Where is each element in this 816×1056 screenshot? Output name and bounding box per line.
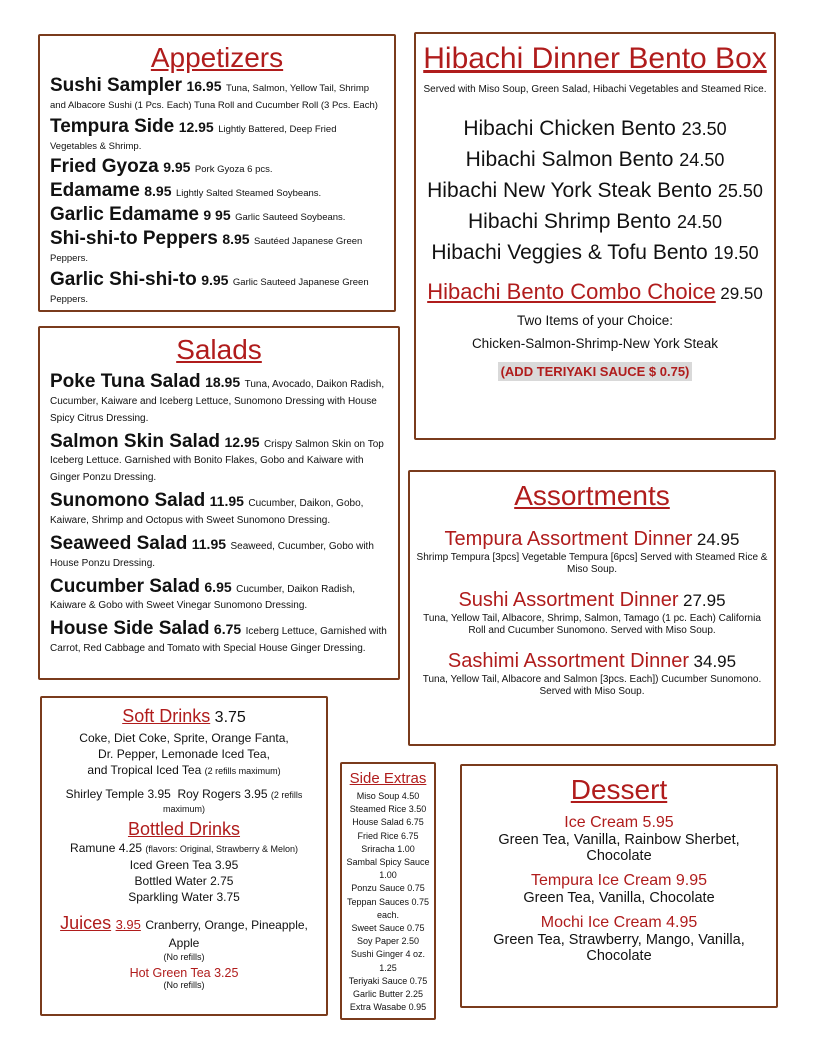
side-extra-item: Sushi Ginger 4 oz. 1.25 bbox=[350, 949, 426, 973]
salads-list bbox=[50, 372, 388, 656]
appetizers-item-price: 12.95 bbox=[178, 118, 214, 135]
juices-note: (No refills) bbox=[163, 952, 205, 962]
hot-green-note: (No refills) bbox=[163, 980, 205, 990]
salads-item bbox=[50, 619, 388, 656]
salads-item-desc: Cucumber, Daikon, Gobo, Kaiware, Shrimp and Octopus with Sweet Sunomono Dressing. bbox=[50, 498, 364, 526]
appetizers-item-name: Edamame bbox=[50, 180, 140, 202]
shirley-temple: Shirley Temple 3.95 bbox=[65, 787, 171, 801]
bento-item bbox=[422, 117, 768, 141]
appetizers-item-name: Garlic Shi-shi-to bbox=[50, 269, 197, 291]
bento-item bbox=[422, 241, 768, 265]
salads-item-price: 11.95 bbox=[191, 535, 227, 552]
side-extras-box bbox=[340, 762, 436, 1020]
salads-item-name: House Side Salad bbox=[50, 618, 210, 640]
dessert-item bbox=[466, 814, 772, 864]
juices-title: Juices bbox=[60, 913, 112, 933]
soft-drinks-line3: and Tropical Iced Tea bbox=[87, 763, 202, 777]
salads-item bbox=[50, 432, 388, 486]
bento-item-price: 24.50 bbox=[676, 212, 722, 232]
side-extra-item: Soy Paper 2.50 bbox=[356, 936, 420, 947]
bento-combo-price: 29.50 bbox=[720, 284, 763, 303]
salads-item-name: Sunomono Salad bbox=[50, 490, 206, 512]
dessert-flavors: Green Tea, Vanilla, Chocolate bbox=[523, 890, 715, 906]
soft-drinks-price: 3.75 bbox=[214, 709, 246, 726]
salads-item-desc: Iceberg Lettuce, Garnished with Carrot, Red Cabbage and Tomato with Special House Ginger Dressing. bbox=[50, 626, 387, 655]
appetizers-item bbox=[50, 157, 384, 177]
appetizers-item-price: 9.95 bbox=[163, 159, 191, 176]
bento-combo bbox=[422, 279, 768, 305]
side-extra-item: Sambal Spicy Sauce 1.00 bbox=[346, 857, 430, 881]
assortment-item bbox=[416, 650, 768, 697]
dessert-name: Ice Cream 5.95 bbox=[564, 814, 674, 831]
side-extras-title: Side Extras bbox=[349, 770, 427, 787]
appetizers-box bbox=[38, 34, 396, 312]
salads-item bbox=[50, 534, 388, 571]
bento-item-name: Hibachi Salmon Bento bbox=[465, 148, 674, 171]
bento-item bbox=[422, 210, 768, 234]
bento-combo-line2: Chicken-Salmon-Shrimp-New York Steak bbox=[471, 336, 719, 351]
assortment-name: Sashimi Assortment Dinner bbox=[447, 650, 690, 672]
salads-item-desc: Crispy Salmon Skin on Top Iceberg Lettuce. Garnished with Bonito Flakes, Gobo and Kaiware with Ginger Ponzu Dressing. bbox=[50, 438, 384, 484]
bento-item bbox=[422, 179, 768, 203]
side-extra-item: Garlic Butter 2.25 bbox=[352, 989, 424, 1000]
bento-combo-line1: Two Items of your Choice: bbox=[516, 313, 674, 328]
appetizers-item bbox=[50, 76, 384, 113]
dessert-list bbox=[466, 814, 772, 964]
assortments-title: Assortments bbox=[514, 480, 670, 511]
assortment-price: 27.95 bbox=[683, 591, 726, 610]
bento-item-price: 19.50 bbox=[713, 243, 759, 263]
salads-item bbox=[50, 491, 388, 528]
appetizers-item-name: Fried Gyoza bbox=[50, 156, 159, 178]
bento-item-price: 24.50 bbox=[679, 150, 725, 170]
iced-green-tea: Iced Green Tea 3.95 bbox=[129, 858, 239, 872]
bento-title: Hibachi Dinner Bento Box bbox=[423, 42, 767, 75]
soft-drinks-title: Soft Drinks bbox=[122, 706, 211, 726]
salads-item-desc: Seaweed, Cucumber, Gobo with House Ponzu Dressing. bbox=[50, 540, 374, 569]
bento-item-price: 25.50 bbox=[717, 181, 763, 201]
salads-item-name: Poke Tuna Salad bbox=[50, 371, 201, 392]
side-extra-item: Ponzu Sauce 0.75 bbox=[351, 883, 425, 894]
side-extra-item: Teppan Sauces 0.75 each. bbox=[346, 896, 430, 920]
dessert-item bbox=[466, 914, 772, 964]
drinks-box bbox=[40, 696, 328, 1016]
bento-item-name: Hibachi New York Steak Bento bbox=[427, 179, 712, 202]
bento-box bbox=[414, 32, 776, 440]
dessert-item bbox=[466, 872, 772, 906]
juices-price: 3.95 bbox=[115, 917, 141, 932]
dessert-name: Mochi Ice Cream 4.95 bbox=[540, 914, 698, 931]
assortments-box bbox=[408, 470, 776, 746]
appetizers-item-desc: Garlic Sauteed Japanese Green Peppers. bbox=[50, 277, 369, 305]
appetizers-item-name: Shi-shi-to Peppers bbox=[50, 228, 218, 250]
salads-item-name: Seaweed Salad bbox=[50, 532, 188, 554]
salads-item-price: 6.95 bbox=[204, 578, 232, 595]
salads-item-name: Salmon Skin Salad bbox=[50, 430, 220, 452]
ramune-note: (flavors: Original, Strawberry & Melon) bbox=[145, 844, 298, 854]
appetizers-item-price: 8.95 bbox=[222, 231, 250, 248]
salads-item bbox=[50, 577, 388, 614]
salads-item-price: 6.75 bbox=[213, 621, 242, 638]
assortment-desc: Shrimp Tempura [3pcs] Vegetable Tempura [6pcs] Served with Steamed Rice & Miso Soup. bbox=[416, 552, 768, 575]
appetizers-item bbox=[50, 181, 384, 201]
appetizers-item-desc: Pork Gyoza 6 pcs. bbox=[194, 164, 273, 176]
bento-item-price: 23.50 bbox=[681, 119, 727, 139]
bento-item-name: Hibachi Shrimp Bento bbox=[468, 210, 672, 233]
ramune: Ramune 4.25 bbox=[70, 841, 143, 855]
bottled-water: Bottled Water 2.75 bbox=[134, 874, 234, 888]
appetizers-item-price: 8.95 bbox=[144, 183, 172, 200]
bento-item bbox=[422, 148, 768, 172]
assortment-name: Sushi Assortment Dinner bbox=[458, 589, 679, 611]
assortment-item bbox=[416, 528, 768, 575]
hot-green-tea: Hot Green Tea 3.25 bbox=[129, 966, 239, 980]
soft-drinks-heading bbox=[46, 706, 322, 727]
bento-item-name: Hibachi Chicken Bento bbox=[463, 117, 676, 140]
assortment-item bbox=[416, 589, 768, 636]
bottled-drinks-title: Bottled Drinks bbox=[127, 819, 241, 839]
appetizers-item-desc: Lightly Salted Steamed Soybeans. bbox=[175, 188, 322, 200]
salads-box bbox=[38, 326, 400, 680]
shirley-note: (2 refills maximum) bbox=[163, 790, 303, 814]
dessert-name: Tempura Ice Cream 9.95 bbox=[530, 872, 708, 889]
appetizers-item-price: 9.95 bbox=[201, 272, 229, 289]
dessert-title: Dessert bbox=[570, 774, 668, 805]
salads-item-price: 11.95 bbox=[209, 493, 244, 510]
side-extra-item: Steamed Rice 3.50 bbox=[349, 804, 427, 815]
soft-drinks-line2: Dr. Pepper, Lemonade Iced Tea, bbox=[98, 747, 270, 761]
soft-drinks-note: (2 refills maximum) bbox=[204, 766, 281, 776]
side-extra-item: Miso Soup 4.50 bbox=[356, 791, 420, 801]
appetizers-item-desc: Tuna, Salmon, Yellow Tail, Shrimp and Albacore Sushi (1 Pcs. Each) Tuna Roll and Cucumber Roll (3 Pcs. Each) bbox=[50, 83, 378, 111]
salads-item-name: Cucumber Salad bbox=[50, 575, 200, 597]
side-extra-item: Sriracha 1.00 bbox=[361, 843, 415, 854]
sparkling-water: Sparkling Water 3.75 bbox=[128, 890, 240, 904]
assortments-list bbox=[416, 528, 768, 697]
appetizers-item-name: Garlic Edamame bbox=[50, 204, 199, 226]
side-extras-list bbox=[342, 790, 434, 1014]
side-extra-item: Sweet Sauce 0.75 bbox=[351, 923, 425, 934]
soft-drinks-line1: Coke, Diet Coke, Sprite, Orange Fanta, bbox=[79, 731, 289, 745]
assortment-price: 24.95 bbox=[696, 530, 740, 549]
salads-item-desc: Cucumber, Daikon Radish, Kaiware & Gobo with Sweet Vinegar Sunomono Dressing. bbox=[50, 583, 356, 612]
assortment-desc: Tuna, Yellow Tail, Albacore, Shrimp, Salmon, Tamago (1 pc. Each) California Roll and Cucumber Sunomono. Served with Miso Soup. bbox=[423, 613, 761, 636]
dessert-flavors: Green Tea, Vanilla, Rainbow Sherbet, Chocolate bbox=[498, 832, 740, 864]
side-extra-item: Extra Wasabe 0.95 bbox=[349, 1002, 427, 1013]
appetizers-item bbox=[50, 270, 384, 307]
appetizers-item bbox=[50, 117, 384, 154]
appetizers-item bbox=[50, 229, 384, 266]
assortment-desc: Tuna, Yellow Tail, Albacore and Salmon [3pcs. Each]) Cucumber Sunomono. Served with Miso Soup. bbox=[422, 674, 762, 697]
bento-list bbox=[422, 117, 768, 265]
roy-rogers: Roy Rogers 3.95 bbox=[177, 787, 268, 801]
appetizers-list bbox=[50, 76, 384, 307]
bento-subtitle: Served with Miso Soup, Green Salad, Hibachi Vegetables and Steamed Rice. bbox=[423, 84, 767, 95]
salads-item-price: 12.95 bbox=[224, 433, 260, 450]
side-extra-item: House Salad 6.75 bbox=[352, 817, 424, 828]
appetizers-title: Appetizers bbox=[150, 42, 284, 73]
salads-item bbox=[50, 372, 388, 426]
salads-title: Salads bbox=[176, 334, 262, 365]
appetizers-item-desc: Lightly Battered, Deep Fried Vegetables & Shrimp. bbox=[50, 123, 337, 152]
appetizers-item-price: 9 95 bbox=[203, 207, 231, 224]
appetizers-item-price: 16.95 bbox=[186, 78, 222, 94]
salads-item-price: 18.95 bbox=[205, 374, 241, 390]
assortment-price: 34.95 bbox=[693, 652, 737, 671]
bento-combo-title: Hibachi Bento Combo Choice bbox=[427, 279, 716, 304]
salads-item-desc: Tuna, Avocado, Daikon Radish, Cucumber, Kaiware and Iceberg Lettuce, Sunomono Dressing with House Spicy Citrus Dressing. bbox=[50, 379, 385, 424]
appetizers-item-name: Sushi Sampler bbox=[50, 75, 182, 96]
side-extra-item: Teriyaki Sauce 0.75 bbox=[348, 975, 428, 986]
dessert-box bbox=[460, 764, 778, 1008]
appetizers-item-desc: Sautéed Japanese Green Peppers. bbox=[50, 236, 363, 265]
appetizers-item-name: Tempura Side bbox=[50, 115, 175, 137]
appetizers-item-desc: Garlic Sauteed Soybeans. bbox=[235, 212, 346, 224]
side-extra-item: Fried Rice 6.75 bbox=[357, 830, 419, 841]
bento-item-name: Hibachi Veggies & Tofu Bento bbox=[431, 241, 708, 264]
teriyaki-note: (ADD TERIYAKI SAUCE $ 0.75) bbox=[498, 362, 693, 381]
assortment-name: Tempura Assortment Dinner bbox=[444, 528, 693, 550]
dessert-flavors: Green Tea, Strawberry, Mango, Vanilla, Chocolate bbox=[493, 932, 745, 964]
juices-list: Cranberry, Orange, Pineapple, Apple bbox=[145, 918, 308, 950]
appetizers-item bbox=[50, 205, 384, 225]
